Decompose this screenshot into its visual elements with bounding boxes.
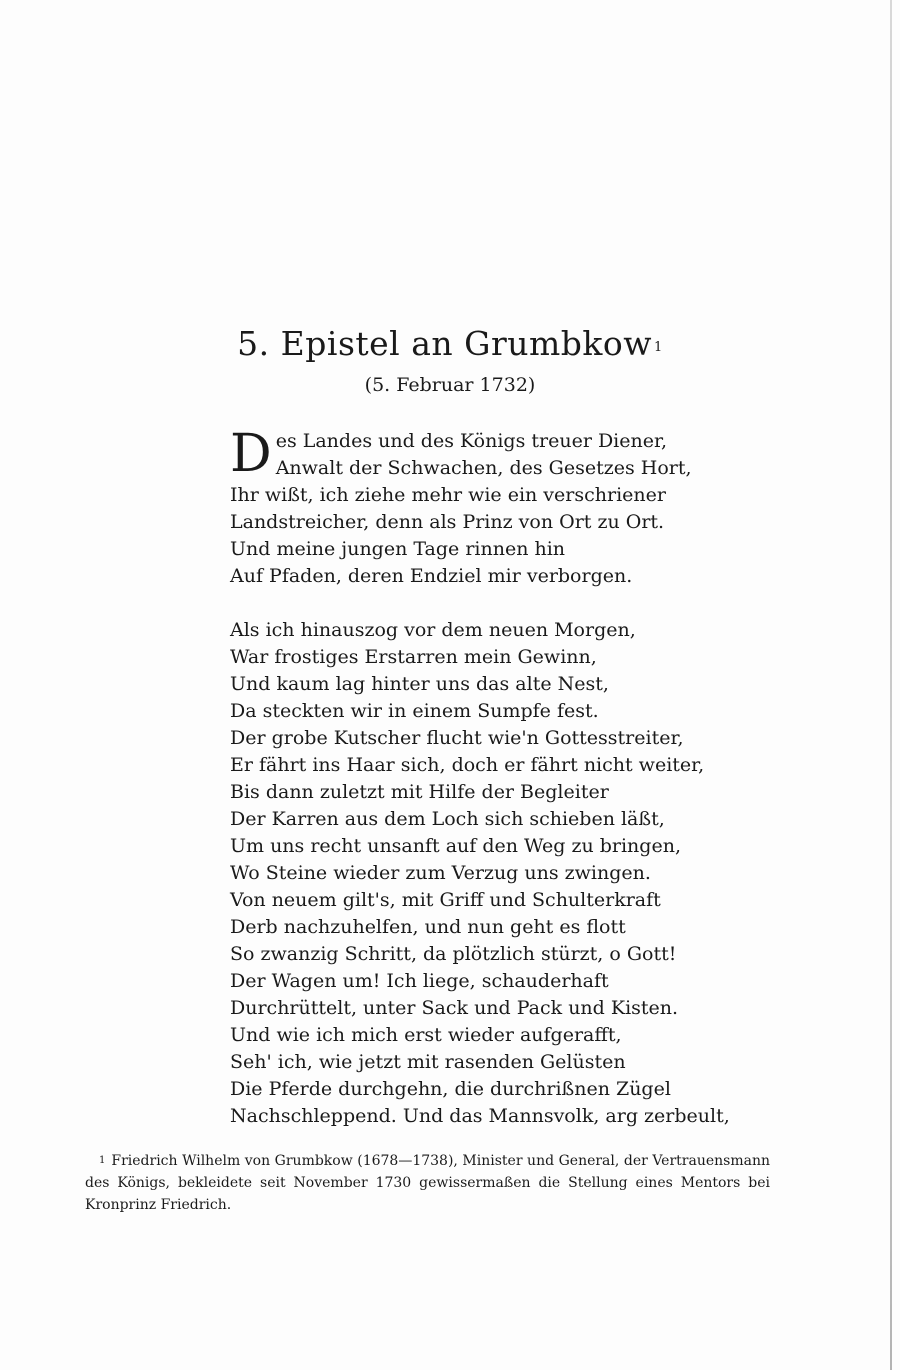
page-edge	[890, 0, 892, 1370]
poem-title	[237, 322, 663, 366]
poem-line: es Landes und des Königs treuer Diener,	[275, 430, 668, 452]
poem-date: (5. Februar 1732)	[364, 374, 536, 396]
poem-line: Seh' ich, wie jetzt mit rasenden Gelüsten	[230, 1051, 626, 1073]
poem-line: Und wie ich mich erst wieder aufgerafft,	[230, 1024, 622, 1046]
poem-line: Der grobe Kutscher flucht wie'n Gottesstreiter,	[230, 727, 684, 749]
footnote-mark: 1	[99, 1155, 106, 1166]
poem-line: Um uns recht unsanft auf den Weg zu bringen,	[230, 835, 681, 857]
footnote	[85, 1150, 770, 1216]
poem-line: War frostiges Erstarren mein Gewinn,	[230, 646, 597, 668]
poem-line: Bis dann zuletzt mit Hilfe der Begleiter	[230, 781, 609, 803]
poem-line: Von neuem gilt's, mit Griff und Schulterkraft	[230, 889, 661, 911]
poem-line: Ihr wißt, ich ziehe mehr wie ein verschriener	[230, 484, 666, 506]
footnote-text: Friedrich Wilhelm von Grumbkow (1678—1738), Minister und General, der Vertrauensmann des Königs, bekleidete seit November 1730 gewissermaßen die Stellung eines Mentors bei Kronprinz Friedrich.	[85, 1153, 770, 1213]
poem-title-text: Epistel an Grumbkow	[280, 324, 653, 363]
poem-line: Der Wagen um! Ich liege, schauderhaft	[230, 970, 609, 992]
heading	[0, 322, 900, 398]
stanza-2	[230, 617, 730, 1130]
poem-line: Anwalt der Schwachen, des Gesetzes Hort,	[275, 457, 692, 479]
poem-line: Die Pferde durchgehn, die durchrißnen Zügel	[230, 1078, 671, 1100]
title-footnote-mark: 1	[654, 340, 663, 355]
poem-line: Und kaum lag hinter uns das alte Nest,	[230, 673, 609, 695]
drop-cap: D	[230, 424, 272, 484]
poem-line: Er fährt ins Haar sich, doch er fährt nicht weiter,	[230, 754, 705, 776]
poem-line: So zwanzig Schritt, da plötzlich stürzt, o Gott!	[230, 943, 677, 965]
poem-line: Landstreicher, denn als Prinz von Ort zu Ort.	[230, 511, 665, 533]
poem-line: Der Karren aus dem Loch sich schieben läßt,	[230, 808, 665, 830]
poem-body	[230, 424, 730, 1130]
poem-line: Da steckten wir in einem Sumpfe fest.	[230, 700, 599, 722]
poem-line: Derb nachzuhelfen, und nun geht es flott	[230, 916, 626, 938]
poem-number: 5.	[237, 324, 270, 363]
poem-line: Auf Pfaden, deren Endziel mir verborgen.	[230, 565, 633, 587]
poem-line: Als ich hinauszog vor dem neuen Morgen,	[230, 619, 636, 641]
poem-line: Nachschleppend. Und das Mannsvolk, arg zerbeult,	[230, 1105, 730, 1127]
poem-line: Durchrüttelt, unter Sack und Pack und Kisten.	[230, 997, 679, 1019]
poem-line: Und meine jungen Tage rinnen hin	[230, 538, 566, 560]
poem-line: Wo Steine wieder zum Verzug uns zwingen.	[230, 862, 651, 884]
stanza-1	[230, 424, 692, 590]
